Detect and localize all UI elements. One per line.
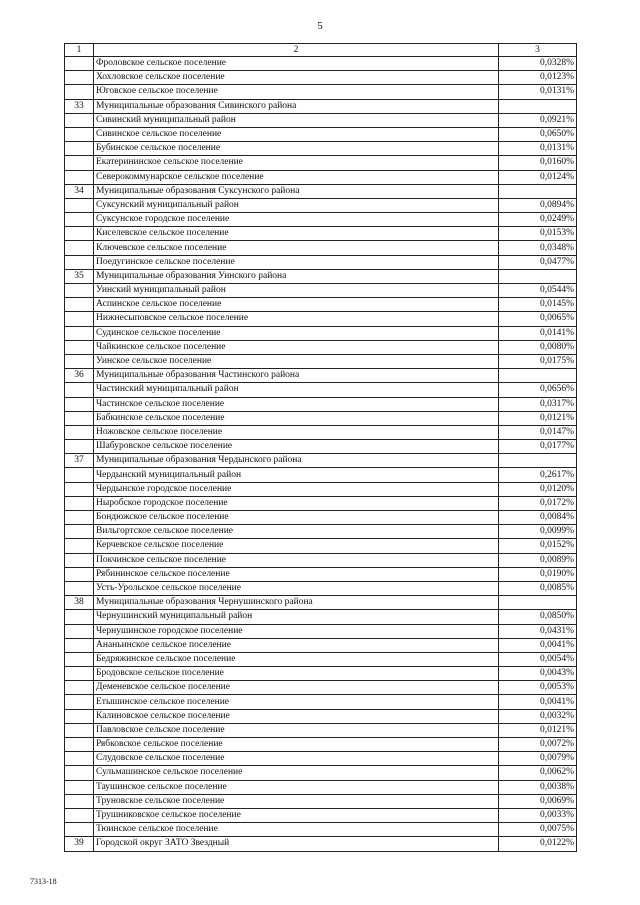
- row-name-cell: Сульмашинское сельское поселение: [94, 766, 499, 780]
- row-number-cell: [65, 511, 94, 525]
- row-value-cell: 0,0172%: [499, 496, 577, 510]
- row-name-cell: Частинский муниципальный район: [94, 383, 499, 397]
- table-row: [65, 326, 577, 340]
- row-name-cell: Калиновское сельское поселение: [94, 709, 499, 723]
- row-number-cell: [65, 85, 94, 99]
- table-row: [65, 539, 577, 553]
- row-name-cell: Таушинское сельское поселение: [94, 780, 499, 794]
- row-value-cell: 0,0032%: [499, 709, 577, 723]
- row-value-cell: 0,0062%: [499, 766, 577, 780]
- row-name-cell: Частинское сельское поселение: [94, 397, 499, 411]
- row-name-cell: Бубинское сельское поселение: [94, 142, 499, 156]
- row-value-cell: 0,0190%: [499, 567, 577, 581]
- row-name-cell: Муниципальные образования Частинского района: [94, 369, 499, 383]
- row-value-cell: 0,0054%: [499, 652, 577, 666]
- row-name-cell: Чердынский муниципальный район: [94, 468, 499, 482]
- row-name-cell: Чернушинский муниципальный район: [94, 610, 499, 624]
- row-name-cell: Шабуровское сельское поселение: [94, 440, 499, 454]
- row-name-cell: Судинское сельское поселение: [94, 326, 499, 340]
- row-name-cell: Бабкинское сельское поселение: [94, 411, 499, 425]
- row-value-cell: [499, 454, 577, 468]
- row-name-cell: Труновское сельское поселение: [94, 794, 499, 808]
- row-number-cell: [65, 71, 94, 85]
- row-number-cell: [65, 496, 94, 510]
- row-number-cell: [65, 723, 94, 737]
- row-number-cell: [65, 638, 94, 652]
- table-row: [65, 227, 577, 241]
- row-name-cell: Рябининское сельское поселение: [94, 567, 499, 581]
- row-value-cell: 0,0348%: [499, 241, 577, 255]
- row-value-cell: 0,0041%: [499, 638, 577, 652]
- row-name-cell: Ныробское городское поселение: [94, 496, 499, 510]
- row-name-cell: Екатерининское сельское поселение: [94, 156, 499, 170]
- row-name-cell: Киселевское сельское поселение: [94, 227, 499, 241]
- row-number-cell: [65, 780, 94, 794]
- row-number-cell: [65, 57, 94, 71]
- row-number-cell: [65, 113, 94, 127]
- table-row: [65, 397, 577, 411]
- row-value-cell: 0,0121%: [499, 411, 577, 425]
- row-number-cell: [65, 738, 94, 752]
- table-row: [65, 695, 577, 709]
- row-number-cell: [65, 652, 94, 666]
- row-name-cell: Бродовское сельское поселение: [94, 667, 499, 681]
- row-value-cell: [499, 369, 577, 383]
- table-row: [65, 255, 577, 269]
- row-name-cell: Рябковское сельское поселение: [94, 738, 499, 752]
- row-number-cell: [65, 241, 94, 255]
- table-row: [65, 170, 577, 184]
- table-row: [65, 794, 577, 808]
- table-row: [65, 482, 577, 496]
- table-row: [65, 738, 577, 752]
- table-row: [65, 596, 577, 610]
- table-row: [65, 312, 577, 326]
- table-row: [65, 383, 577, 397]
- row-number-cell: 33: [65, 99, 94, 113]
- column-header-value: 3: [499, 44, 577, 57]
- row-value-cell: 0,0850%: [499, 610, 577, 624]
- row-name-cell: Муниципальные образования Суксунского района: [94, 184, 499, 198]
- row-name-cell: Трушниковское сельское поселение: [94, 808, 499, 822]
- row-value-cell: 0,0160%: [499, 156, 577, 170]
- row-value-cell: 0,0477%: [499, 255, 577, 269]
- row-number-cell: 38: [65, 596, 94, 610]
- table-row: [65, 468, 577, 482]
- column-header-name: 2: [94, 44, 499, 57]
- row-number-cell: 37: [65, 454, 94, 468]
- row-value-cell: 0,0152%: [499, 539, 577, 553]
- row-number-cell: [65, 808, 94, 822]
- row-value-cell: 0,0080%: [499, 340, 577, 354]
- table-row: [65, 581, 577, 595]
- row-value-cell: [499, 269, 577, 283]
- row-value-cell: 0,0328%: [499, 57, 577, 71]
- row-name-cell: Муниципальные образования Чердынского района: [94, 454, 499, 468]
- row-number-cell: [65, 213, 94, 227]
- table-row: [65, 454, 577, 468]
- row-name-cell: Слудовское сельское поселение: [94, 752, 499, 766]
- row-number-cell: [65, 581, 94, 595]
- table-row: [65, 667, 577, 681]
- row-name-cell: Юговское сельское поселение: [94, 85, 499, 99]
- table-row: [65, 369, 577, 383]
- table-row: [65, 823, 577, 837]
- row-number-cell: [65, 227, 94, 241]
- row-value-cell: 0,0317%: [499, 397, 577, 411]
- table-row: [65, 340, 577, 354]
- row-name-cell: Уинский муниципальный район: [94, 284, 499, 298]
- row-value-cell: 0,0131%: [499, 142, 577, 156]
- row-value-cell: 0,0075%: [499, 823, 577, 837]
- row-value-cell: 0,0656%: [499, 383, 577, 397]
- row-name-cell: Суксунское городское поселение: [94, 213, 499, 227]
- row-name-cell: Чернушинское городское поселение: [94, 624, 499, 638]
- row-name-cell: Муниципальные образования Уинского района: [94, 269, 499, 283]
- row-name-cell: Ключевское сельское поселение: [94, 241, 499, 255]
- row-value-cell: 0,0120%: [499, 482, 577, 496]
- row-name-cell: Чайкинское сельское поселение: [94, 340, 499, 354]
- row-number-cell: [65, 823, 94, 837]
- table-row: [65, 709, 577, 723]
- table-row: [65, 127, 577, 141]
- row-name-cell: Тюинское сельское поселение: [94, 823, 499, 837]
- table-row: [65, 284, 577, 298]
- row-name-cell: Аспинское сельское поселение: [94, 298, 499, 312]
- table-row: [65, 681, 577, 695]
- row-name-cell: Вильгортское сельское поселение: [94, 525, 499, 539]
- table-row: [65, 85, 577, 99]
- row-value-cell: 0,0177%: [499, 440, 577, 454]
- row-name-cell: Фроловское сельское поселение: [94, 57, 499, 71]
- table-row: [65, 553, 577, 567]
- row-number-cell: 36: [65, 369, 94, 383]
- table-row: [65, 213, 577, 227]
- row-number-cell: [65, 284, 94, 298]
- row-number-cell: [65, 156, 94, 170]
- table-row: [65, 766, 577, 780]
- row-name-cell: Поедугинское сельское поселение: [94, 255, 499, 269]
- row-number-cell: [65, 383, 94, 397]
- row-name-cell: Ножовское сельское поселение: [94, 425, 499, 439]
- table-row: [65, 298, 577, 312]
- table-row: [65, 142, 577, 156]
- row-name-cell: Городской округ ЗАТО Звездный: [94, 837, 499, 851]
- table-row: [65, 567, 577, 581]
- row-name-cell: Керчевское сельское поселение: [94, 539, 499, 553]
- row-number-cell: [65, 553, 94, 567]
- row-number-cell: 39: [65, 837, 94, 851]
- row-number-cell: [65, 667, 94, 681]
- table-row: [65, 99, 577, 113]
- row-value-cell: 0,0249%: [499, 213, 577, 227]
- row-value-cell: 0,0147%: [499, 425, 577, 439]
- row-name-cell: Хохловское сельское поселение: [94, 71, 499, 85]
- row-value-cell: 0,0065%: [499, 312, 577, 326]
- table-header-row: [65, 44, 577, 57]
- document-code: 7313-18: [30, 877, 57, 886]
- table-row: [65, 184, 577, 198]
- table-row: [65, 113, 577, 127]
- row-value-cell: 0,0145%: [499, 298, 577, 312]
- row-value-cell: 0,0122%: [499, 837, 577, 851]
- row-value-cell: 0,0650%: [499, 127, 577, 141]
- row-value-cell: 0,0141%: [499, 326, 577, 340]
- row-name-cell: Бондюжское сельское поселение: [94, 511, 499, 525]
- data-table: [64, 43, 577, 852]
- table-row: [65, 241, 577, 255]
- table-row: [65, 269, 577, 283]
- row-value-cell: 0,0033%: [499, 808, 577, 822]
- row-number-cell: [65, 539, 94, 553]
- row-value-cell: 0,0099%: [499, 525, 577, 539]
- table-row: [65, 496, 577, 510]
- table-row: [65, 624, 577, 638]
- row-name-cell: Нижнесыповское сельское поселение: [94, 312, 499, 326]
- row-value-cell: 0,0041%: [499, 695, 577, 709]
- row-name-cell: Северокоммунарское сельское поселение: [94, 170, 499, 184]
- row-name-cell: Усть-Урольское сельское поселение: [94, 581, 499, 595]
- row-number-cell: [65, 312, 94, 326]
- row-value-cell: 0,2617%: [499, 468, 577, 482]
- row-value-cell: [499, 184, 577, 198]
- row-name-cell: Покчинское сельское поселение: [94, 553, 499, 567]
- row-number-cell: [65, 794, 94, 808]
- table-row: [65, 156, 577, 170]
- row-value-cell: 0,0131%: [499, 85, 577, 99]
- row-number-cell: [65, 482, 94, 496]
- row-name-cell: Павловское сельское поселение: [94, 723, 499, 737]
- row-number-cell: [65, 610, 94, 624]
- row-number-cell: [65, 681, 94, 695]
- column-header-number: 1: [65, 44, 94, 57]
- row-number-cell: [65, 411, 94, 425]
- table-row: [65, 511, 577, 525]
- table-row: [65, 752, 577, 766]
- row-value-cell: 0,0121%: [499, 723, 577, 737]
- row-value-cell: 0,0153%: [499, 227, 577, 241]
- row-value-cell: 0,0431%: [499, 624, 577, 638]
- row-name-cell: Ананьинское сельское поселение: [94, 638, 499, 652]
- table-row: [65, 780, 577, 794]
- row-value-cell: 0,0072%: [499, 738, 577, 752]
- row-value-cell: 0,0175%: [499, 354, 577, 368]
- row-number-cell: [65, 354, 94, 368]
- row-name-cell: Бедряжинское сельское поселение: [94, 652, 499, 666]
- row-name-cell: Чердынское городское поселение: [94, 482, 499, 496]
- row-number-cell: [65, 397, 94, 411]
- row-number-cell: [65, 567, 94, 581]
- row-number-cell: [65, 752, 94, 766]
- row-number-cell: [65, 695, 94, 709]
- row-number-cell: [65, 170, 94, 184]
- table-row: [65, 652, 577, 666]
- row-number-cell: [65, 766, 94, 780]
- page-number: 5: [317, 20, 323, 32]
- row-number-cell: [65, 298, 94, 312]
- row-value-cell: 0,0038%: [499, 780, 577, 794]
- row-name-cell: Сивинский муниципальный район: [94, 113, 499, 127]
- row-number-cell: [65, 425, 94, 439]
- row-name-cell: Сивинское сельское поселение: [94, 127, 499, 141]
- row-value-cell: [499, 596, 577, 610]
- row-number-cell: [65, 440, 94, 454]
- row-number-cell: [65, 142, 94, 156]
- row-value-cell: 0,0069%: [499, 794, 577, 808]
- row-value-cell: [499, 99, 577, 113]
- row-number-cell: 35: [65, 269, 94, 283]
- table-row: [65, 354, 577, 368]
- row-name-cell: Суксунский муниципальный район: [94, 198, 499, 212]
- row-name-cell: Муниципальные образования Сивинского района: [94, 99, 499, 113]
- row-value-cell: 0,0123%: [499, 71, 577, 85]
- row-value-cell: 0,0053%: [499, 681, 577, 695]
- row-name-cell: Уинское сельское поселение: [94, 354, 499, 368]
- row-number-cell: [65, 198, 94, 212]
- row-value-cell: 0,0894%: [499, 198, 577, 212]
- table-row: [65, 525, 577, 539]
- table-row: [65, 57, 577, 71]
- row-number-cell: [65, 709, 94, 723]
- row-value-cell: 0,0124%: [499, 170, 577, 184]
- row-number-cell: 34: [65, 184, 94, 198]
- row-number-cell: [65, 468, 94, 482]
- row-name-cell: Муниципальные образования Чернушинского района: [94, 596, 499, 610]
- table-row: [65, 638, 577, 652]
- table-row: [65, 723, 577, 737]
- table-row: [65, 425, 577, 439]
- row-name-cell: Етышинское сельское поселение: [94, 695, 499, 709]
- row-number-cell: [65, 326, 94, 340]
- table-row: [65, 610, 577, 624]
- table-row: [65, 440, 577, 454]
- row-value-cell: 0,0043%: [499, 667, 577, 681]
- row-number-cell: [65, 340, 94, 354]
- table-row: [65, 71, 577, 85]
- row-value-cell: 0,0921%: [499, 113, 577, 127]
- table-row: [65, 411, 577, 425]
- row-value-cell: 0,0085%: [499, 581, 577, 595]
- row-value-cell: 0,0089%: [499, 553, 577, 567]
- table-row: [65, 198, 577, 212]
- row-value-cell: 0,0544%: [499, 284, 577, 298]
- table-row: [65, 837, 577, 851]
- row-number-cell: [65, 624, 94, 638]
- row-number-cell: [65, 127, 94, 141]
- row-number-cell: [65, 525, 94, 539]
- row-value-cell: 0,0079%: [499, 752, 577, 766]
- table-row: [65, 808, 577, 822]
- row-value-cell: 0,0084%: [499, 511, 577, 525]
- row-name-cell: Деменевское сельское поселение: [94, 681, 499, 695]
- row-number-cell: [65, 255, 94, 269]
